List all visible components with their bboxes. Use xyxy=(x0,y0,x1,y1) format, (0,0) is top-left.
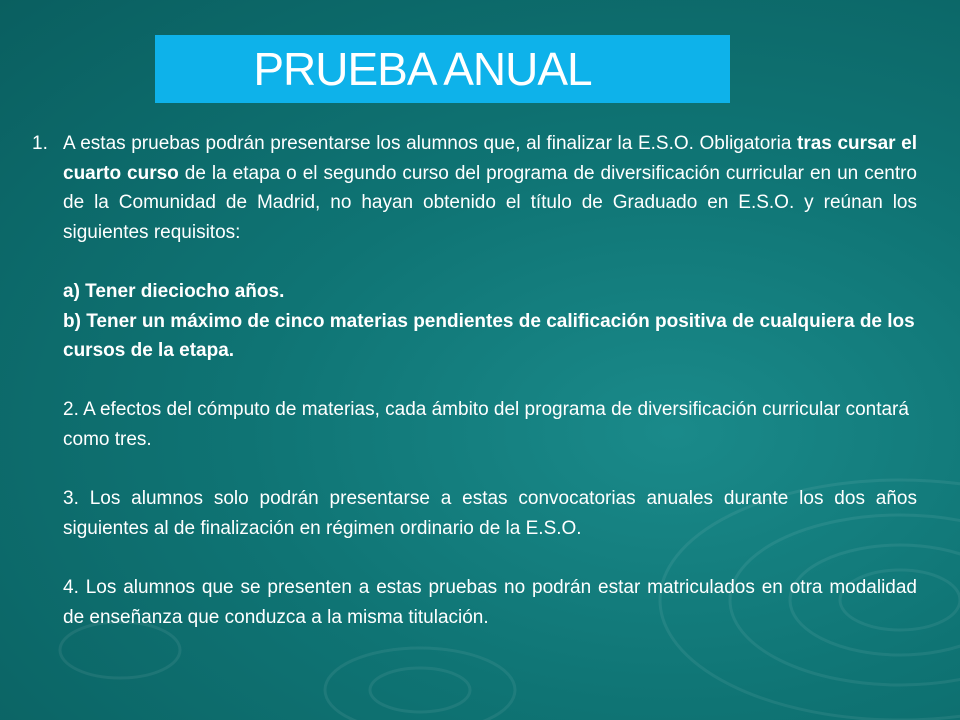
list-item-1 xyxy=(32,129,917,632)
title-banner xyxy=(155,35,730,103)
item4-paragraph: 4. Los alumnos que se presenten a estas pruebas no podrán estar matriculados en otra modalidad de enseñanza que conduzca a la misma titulación. xyxy=(63,576,917,628)
item2-paragraph: 2. A efectos del cómputo de materias, cada ámbito del programa de diversificación curricular contará como tres. xyxy=(63,399,909,450)
requisito-b: b) Tener un máximo de cinco materias pendientes de calificación positiva de cualquiera de los cursos de la etapa. xyxy=(63,310,915,362)
item3-paragraph: 3. Los alumnos solo podrán presentarse a estas convocatorias anuales durante los dos años siguientes al de finalización en régimen ordinario de la E.S.O. xyxy=(63,488,917,539)
requisito-a: a) Tener dieciocho años. xyxy=(63,280,285,302)
item1-text-continued: de la etapa o el segundo curso del programa de diversificación curricular en un centro de la Comunidad de Madrid, no hayan obtenido el título de Graduado en E.S.O. y reúnan los siguientes requisitos: xyxy=(63,162,917,243)
page-title: PRUEBA ANUAL xyxy=(253,43,592,95)
item1-bold-text: tras cursar el cuarto curso xyxy=(63,133,917,184)
list-item-body xyxy=(63,129,917,632)
item1-paragraph xyxy=(63,129,917,247)
list-number: 1. xyxy=(32,133,48,154)
item1-text: A estas pruebas podrán presentarse los alumnos que, al finalizar la E.S.O. Obligatoria xyxy=(63,133,797,154)
slide-body xyxy=(32,129,917,632)
